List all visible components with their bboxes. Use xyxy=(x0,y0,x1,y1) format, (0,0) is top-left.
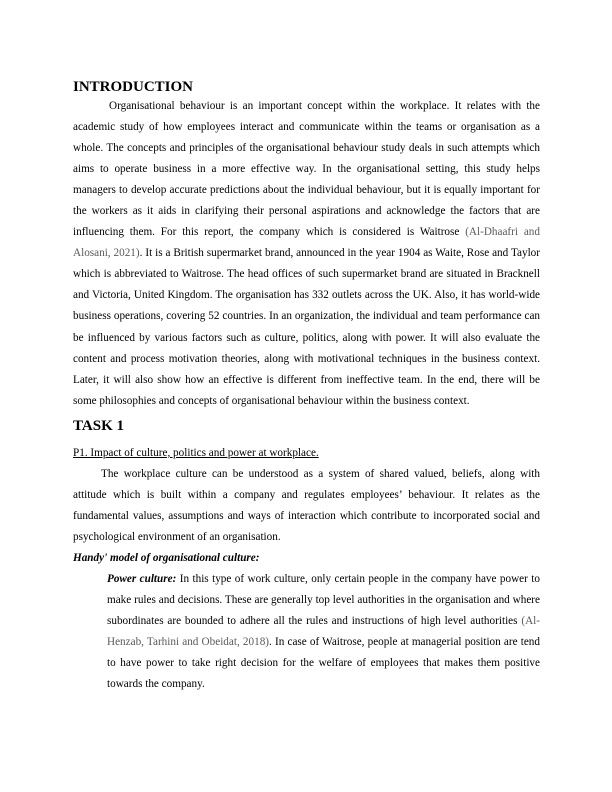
introduction-text-2: . It is a British supermarket brand, announced in the year 1904 as Waite, Rose and Taylor which is abbreviated to Waitrose. The head offices of such supermarket brand are situated in Bracknell and Victoria, United Kingdom. The organisation has 332 outlets across the UK. Also, it has world-wide business operations, covering 52 countries. In an organization, the individual and team performance can be influenced by various factors such as culture, politics, along with power. It will also evaluate the content and process motivation theories, along with motivational techniques in the business context. Later, it will also show how an effective is different from ineffective team. In the end, there will be some philosophies and concepts of organisational behaviour within the business context. xyxy=(73,247,540,407)
handy-model-heading: Handy' model of organisational culture: xyxy=(73,551,260,564)
task1-paragraph: The workplace culture can be understood as a system of shared valued, beliefs, along with attitude which is built within a company and regulates employees’ behaviour. It relates as the fundamental values, assumptions and ways of interaction which contribute to incorporated social and psychological environment of an organisation. xyxy=(73,467,540,543)
power-culture-term: Power culture: xyxy=(107,572,177,585)
power-culture-citation: (Al-Henzab, Tarhini and Obeidat, 2018) xyxy=(107,614,540,649)
introduction-paragraph xyxy=(73,96,540,412)
introduction-text-1: Organisational behaviour is an important concept within the workplace. It relates with the academic study of how employees interact and communicate within the teams or organisation as a whole. The concepts and principles of the organisational behaviour study deals in such attempts which aims to operate business in a more effective way. In the organisational setting, this study helps managers to develop accurate predictions about the individual behaviour, but it is equally important for the workers as it aids in clarifying their personal aspirations and acknowledge the factors that are influencing them. For this report, the company which is considered is Waitrose xyxy=(73,100,540,239)
power-culture-text-1: In this type of work culture, only certain people in the company have power to make rules and decisions. These are generally top level authorities in the organisation and where subordinates are bounded to adhere all the rules and instructions of high level authorities xyxy=(107,572,540,627)
introduction-heading: INTRODUCTION xyxy=(73,79,194,95)
power-culture-text-2: . In case of Waitrose, people at managerial position are tend to have power to take right decision for the welfare of employees that makes them positive towards the company. xyxy=(107,636,540,691)
introduction-citation: (Al-Dhaafri and Alosani, 2021) xyxy=(73,226,540,260)
power-culture-paragraph xyxy=(107,569,540,695)
task1-subheading: P1. Impact of culture, politics and power at workplace. xyxy=(73,446,319,459)
task1-heading: TASK 1 xyxy=(73,417,124,434)
page-content xyxy=(73,78,540,695)
